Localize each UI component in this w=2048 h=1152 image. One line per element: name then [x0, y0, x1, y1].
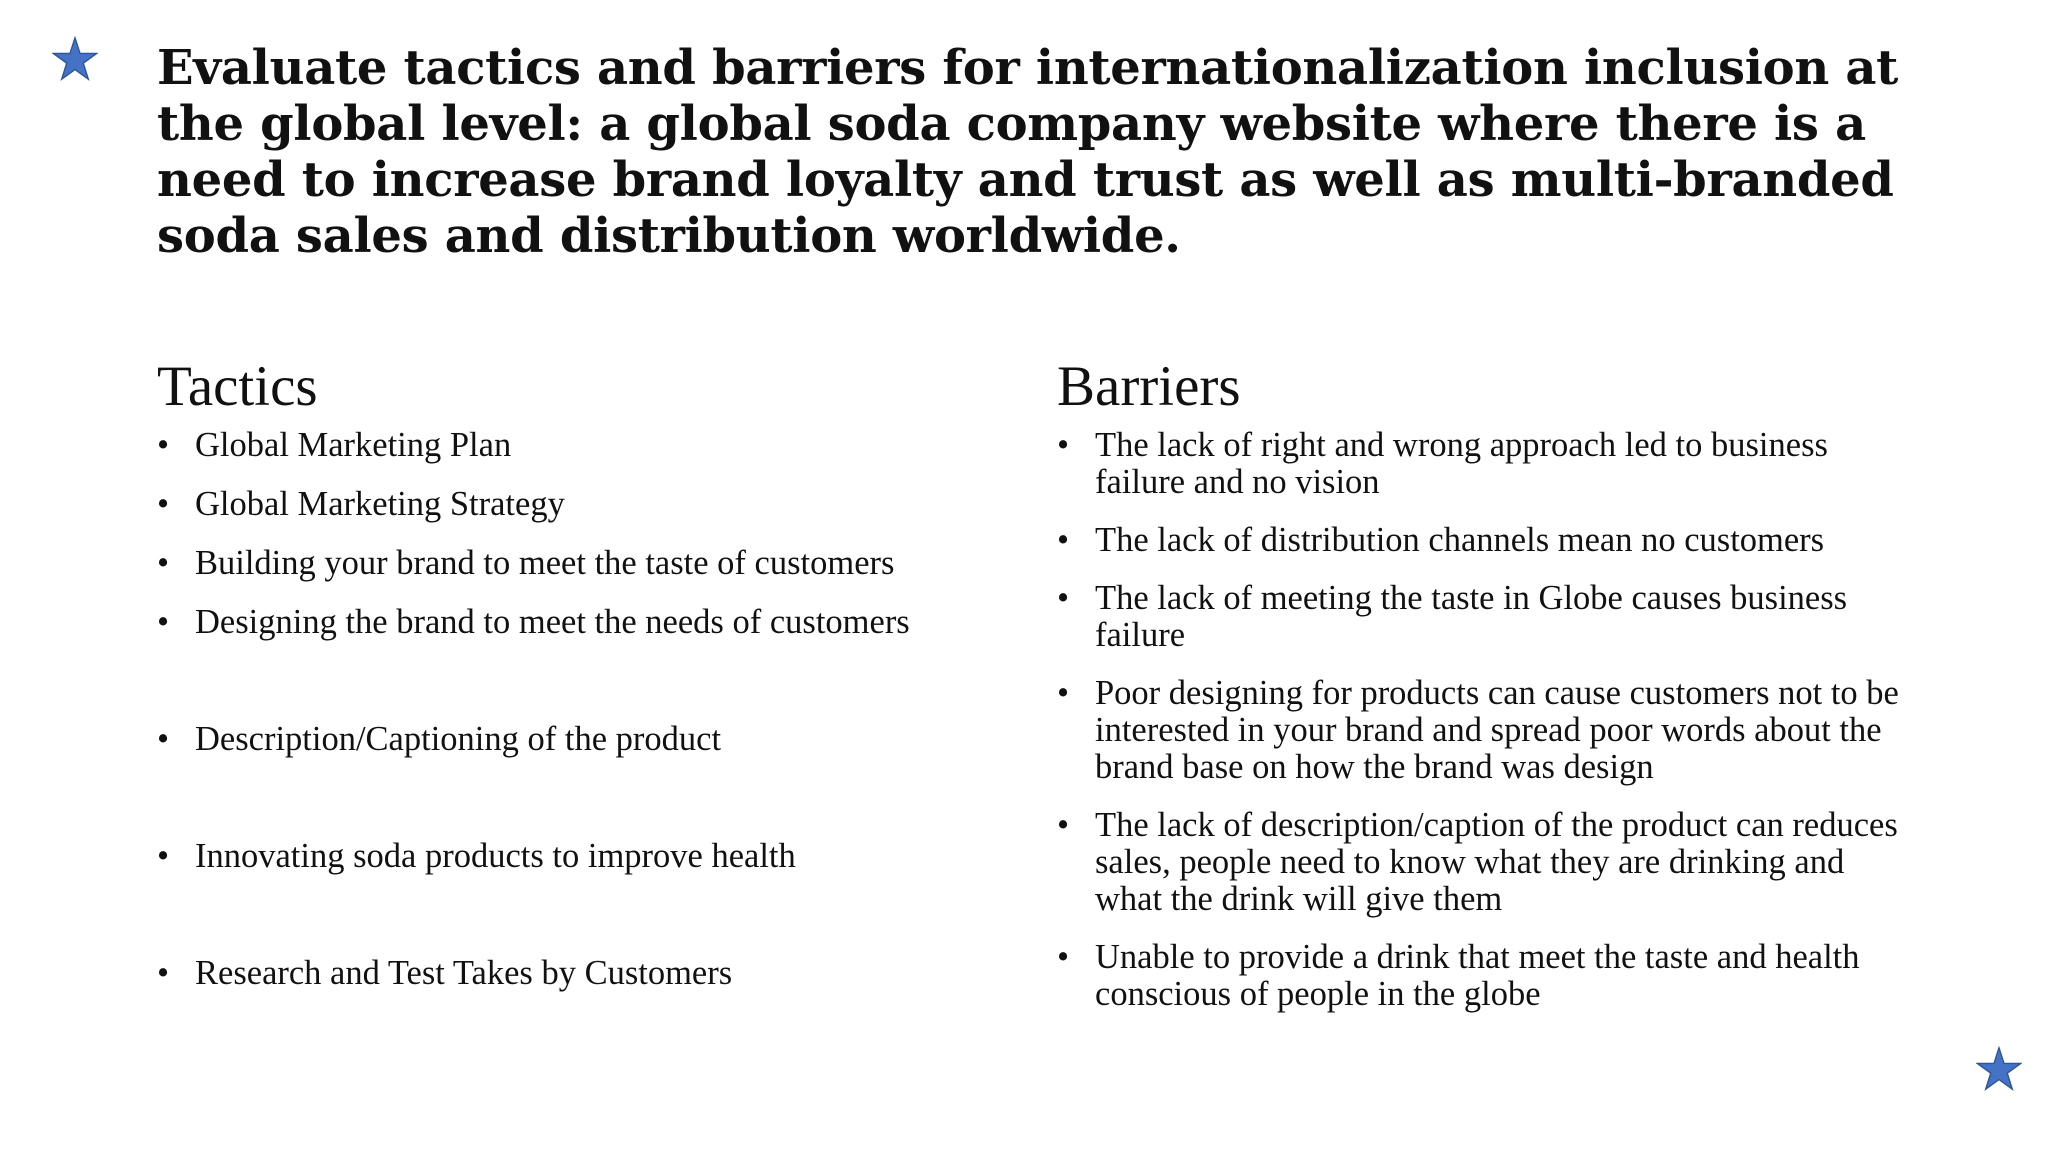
star-icon — [1976, 1046, 2022, 1092]
bullet-icon: • — [1057, 426, 1070, 464]
tactic-text: Global Marketing Strategy — [195, 485, 565, 523]
bullet-icon: • — [157, 544, 170, 582]
barrier-text: Poor designing for products can cause customers not to be interested in your brand and spread poor words about the brand base on how the brand was design — [1095, 674, 1899, 786]
barrier-text: The lack of distribution channels mean no customers — [1095, 521, 1825, 559]
tactics-heading: Tactics — [157, 355, 318, 418]
tactic-text: Designing the brand to meet the needs of customers — [195, 603, 910, 641]
list-item — [1057, 807, 1917, 918]
bullet-icon: • — [1057, 806, 1070, 844]
barriers-list — [1057, 427, 1917, 1013]
bullet-icon: • — [157, 426, 170, 464]
bullet-icon: • — [157, 603, 170, 641]
tactic-text: Innovating soda products to improve health — [195, 837, 796, 875]
bullet-icon: • — [1057, 579, 1070, 617]
star-icon — [52, 36, 98, 82]
bullet-icon: • — [1057, 674, 1070, 712]
list-item — [157, 721, 917, 758]
list-item — [1057, 580, 1917, 654]
list-item — [157, 955, 917, 992]
list-item — [1057, 427, 1917, 501]
bullet-icon: • — [1057, 938, 1070, 976]
bullet-icon: • — [157, 954, 170, 992]
tactic-text: Building your brand to meet the taste of customers — [195, 544, 895, 582]
bullet-icon: • — [157, 837, 170, 875]
list-item — [157, 838, 917, 875]
bullet-icon: • — [157, 485, 170, 523]
bullet-icon: • — [157, 720, 170, 758]
tactic-text: Global Marketing Plan — [195, 426, 512, 464]
tactics-column — [157, 353, 917, 1014]
list-item — [1057, 522, 1917, 559]
barrier-text: The lack of meeting the taste in Globe causes business failure — [1095, 579, 1848, 654]
list-item — [1057, 939, 1917, 1013]
tactic-text: Research and Test Takes by Customers — [195, 954, 733, 992]
list-item — [1057, 675, 1917, 786]
barriers-heading: Barriers — [1057, 355, 1241, 418]
list-item — [157, 427, 917, 464]
tactic-text: Description/Captioning of the product — [195, 720, 722, 758]
list-item — [157, 486, 917, 523]
list-item — [157, 604, 917, 641]
barrier-text: The lack of description/caption of the product can reduces sales, people need to know what they are drinking and what the drink will give them — [1095, 806, 1898, 918]
bullet-icon: • — [1057, 521, 1070, 559]
barrier-text: Unable to provide a drink that meet the taste and health conscious of people in the globe — [1095, 938, 1860, 1013]
slide-title: Evaluate tactics and barriers for internationalization inclusion at the global level: a global soda company website where there is a need to increase brand loyalty and trust as well as multi-branded soda sales and distribution worldwide. — [157, 40, 1899, 264]
barriers-column — [1057, 353, 1917, 1034]
barrier-text: The lack of right and wrong approach led to business failure and no vision — [1095, 426, 1828, 501]
tactics-list — [157, 427, 917, 992]
list-item — [157, 545, 917, 582]
